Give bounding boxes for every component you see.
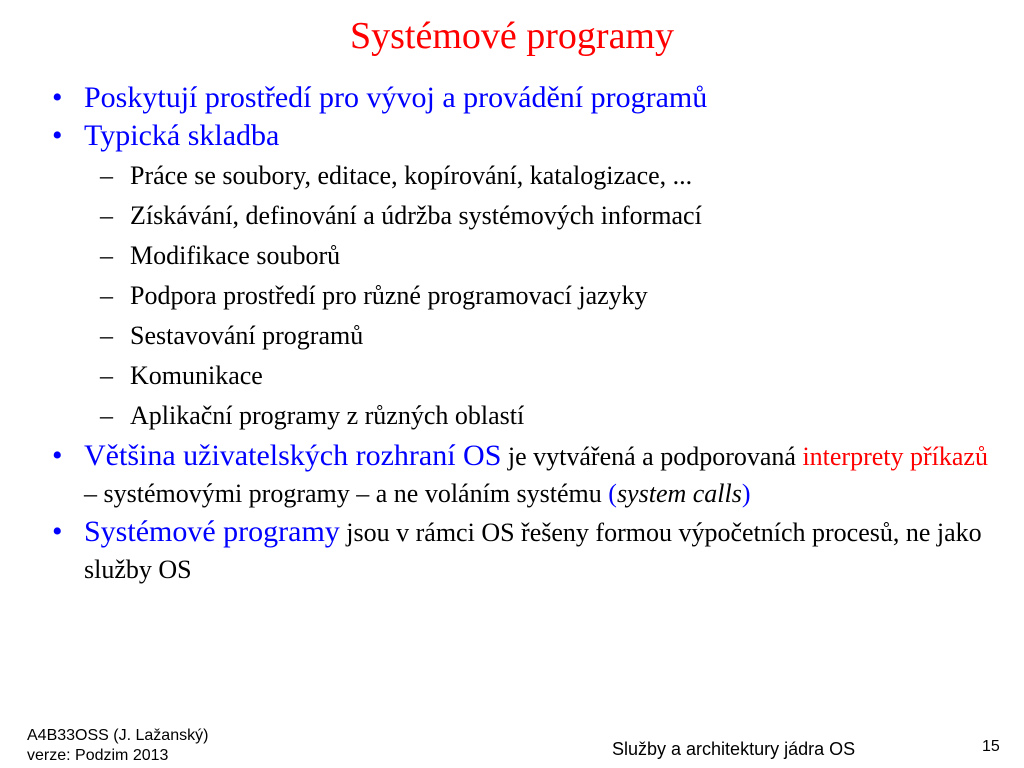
dash-icon: –	[100, 401, 113, 430]
sub-item	[50, 356, 990, 396]
bullet-text: jsou v rámci OS řešeny formou výpočetních procesů, ne jako služby OS	[84, 518, 982, 584]
paren-close: )	[741, 479, 751, 508]
bullet-icon: •	[52, 81, 63, 114]
sub-item	[50, 316, 990, 356]
bullet-icon: •	[52, 515, 63, 548]
bullet-text: Poskytují prostředí pro vývoj a provádění programů	[84, 81, 708, 114]
footer-course: A4B33OSS (J. Lažanský)	[27, 727, 209, 744]
dash-icon: –	[100, 201, 113, 230]
bullet-item-3	[50, 438, 990, 512]
sub-item	[50, 236, 990, 276]
sub-item-text: Komunikace	[130, 361, 263, 390]
sub-item	[50, 276, 990, 316]
sub-item-text: Práce se soubory, editace, kopírování, katalogizace, ...	[130, 161, 693, 190]
dash-icon: –	[100, 281, 113, 310]
bullet-icon: •	[52, 439, 63, 472]
slide-content	[50, 80, 990, 590]
bullet-italic: system calls	[616, 479, 742, 508]
bullet-highlight: Většina uživatelských rozhraní OS	[84, 439, 502, 472]
dash-icon: –	[100, 241, 113, 270]
page-number: 15	[982, 738, 1000, 755]
bullet-item-1	[50, 80, 990, 116]
bullet-item-2	[50, 118, 990, 154]
bullet-text: Typická skladba	[84, 119, 280, 152]
sub-item	[50, 156, 990, 196]
sub-item-text: Modifikace souborů	[130, 241, 341, 270]
sub-item-text: Sestavování programů	[130, 321, 364, 350]
bullet-item-4	[50, 514, 990, 588]
dash-icon: –	[100, 321, 113, 350]
dash-icon: –	[100, 361, 113, 390]
sub-item	[50, 396, 990, 436]
bullet-text-continued: – systémovými programy – a ne voláním systému	[84, 479, 609, 508]
sub-item-text: Aplikační programy z různých oblastí	[130, 401, 525, 430]
sub-item	[50, 196, 990, 236]
bullet-emphasis: interprety příkazů	[802, 442, 988, 471]
bullet-highlight: Systémové programy	[84, 515, 340, 548]
bullet-text: je vytvářená a podporovaná	[501, 442, 803, 471]
footer-course-info	[27, 726, 208, 766]
sub-item-text: Podpora prostředí pro různé programovací jazyky	[130, 281, 648, 310]
slide-title: Systémové programy	[349, 15, 674, 57]
bullet-icon: •	[52, 119, 63, 152]
sub-item-text: Získávání, definování a údržba systémových informací	[130, 201, 702, 230]
sub-list	[50, 156, 990, 436]
footer-chapter: Služby a architektury jádra OS	[612, 739, 856, 759]
paren-open: (	[608, 479, 617, 508]
footer-version: verze: Podzim 2013	[27, 747, 169, 764]
dash-icon: –	[100, 161, 113, 190]
